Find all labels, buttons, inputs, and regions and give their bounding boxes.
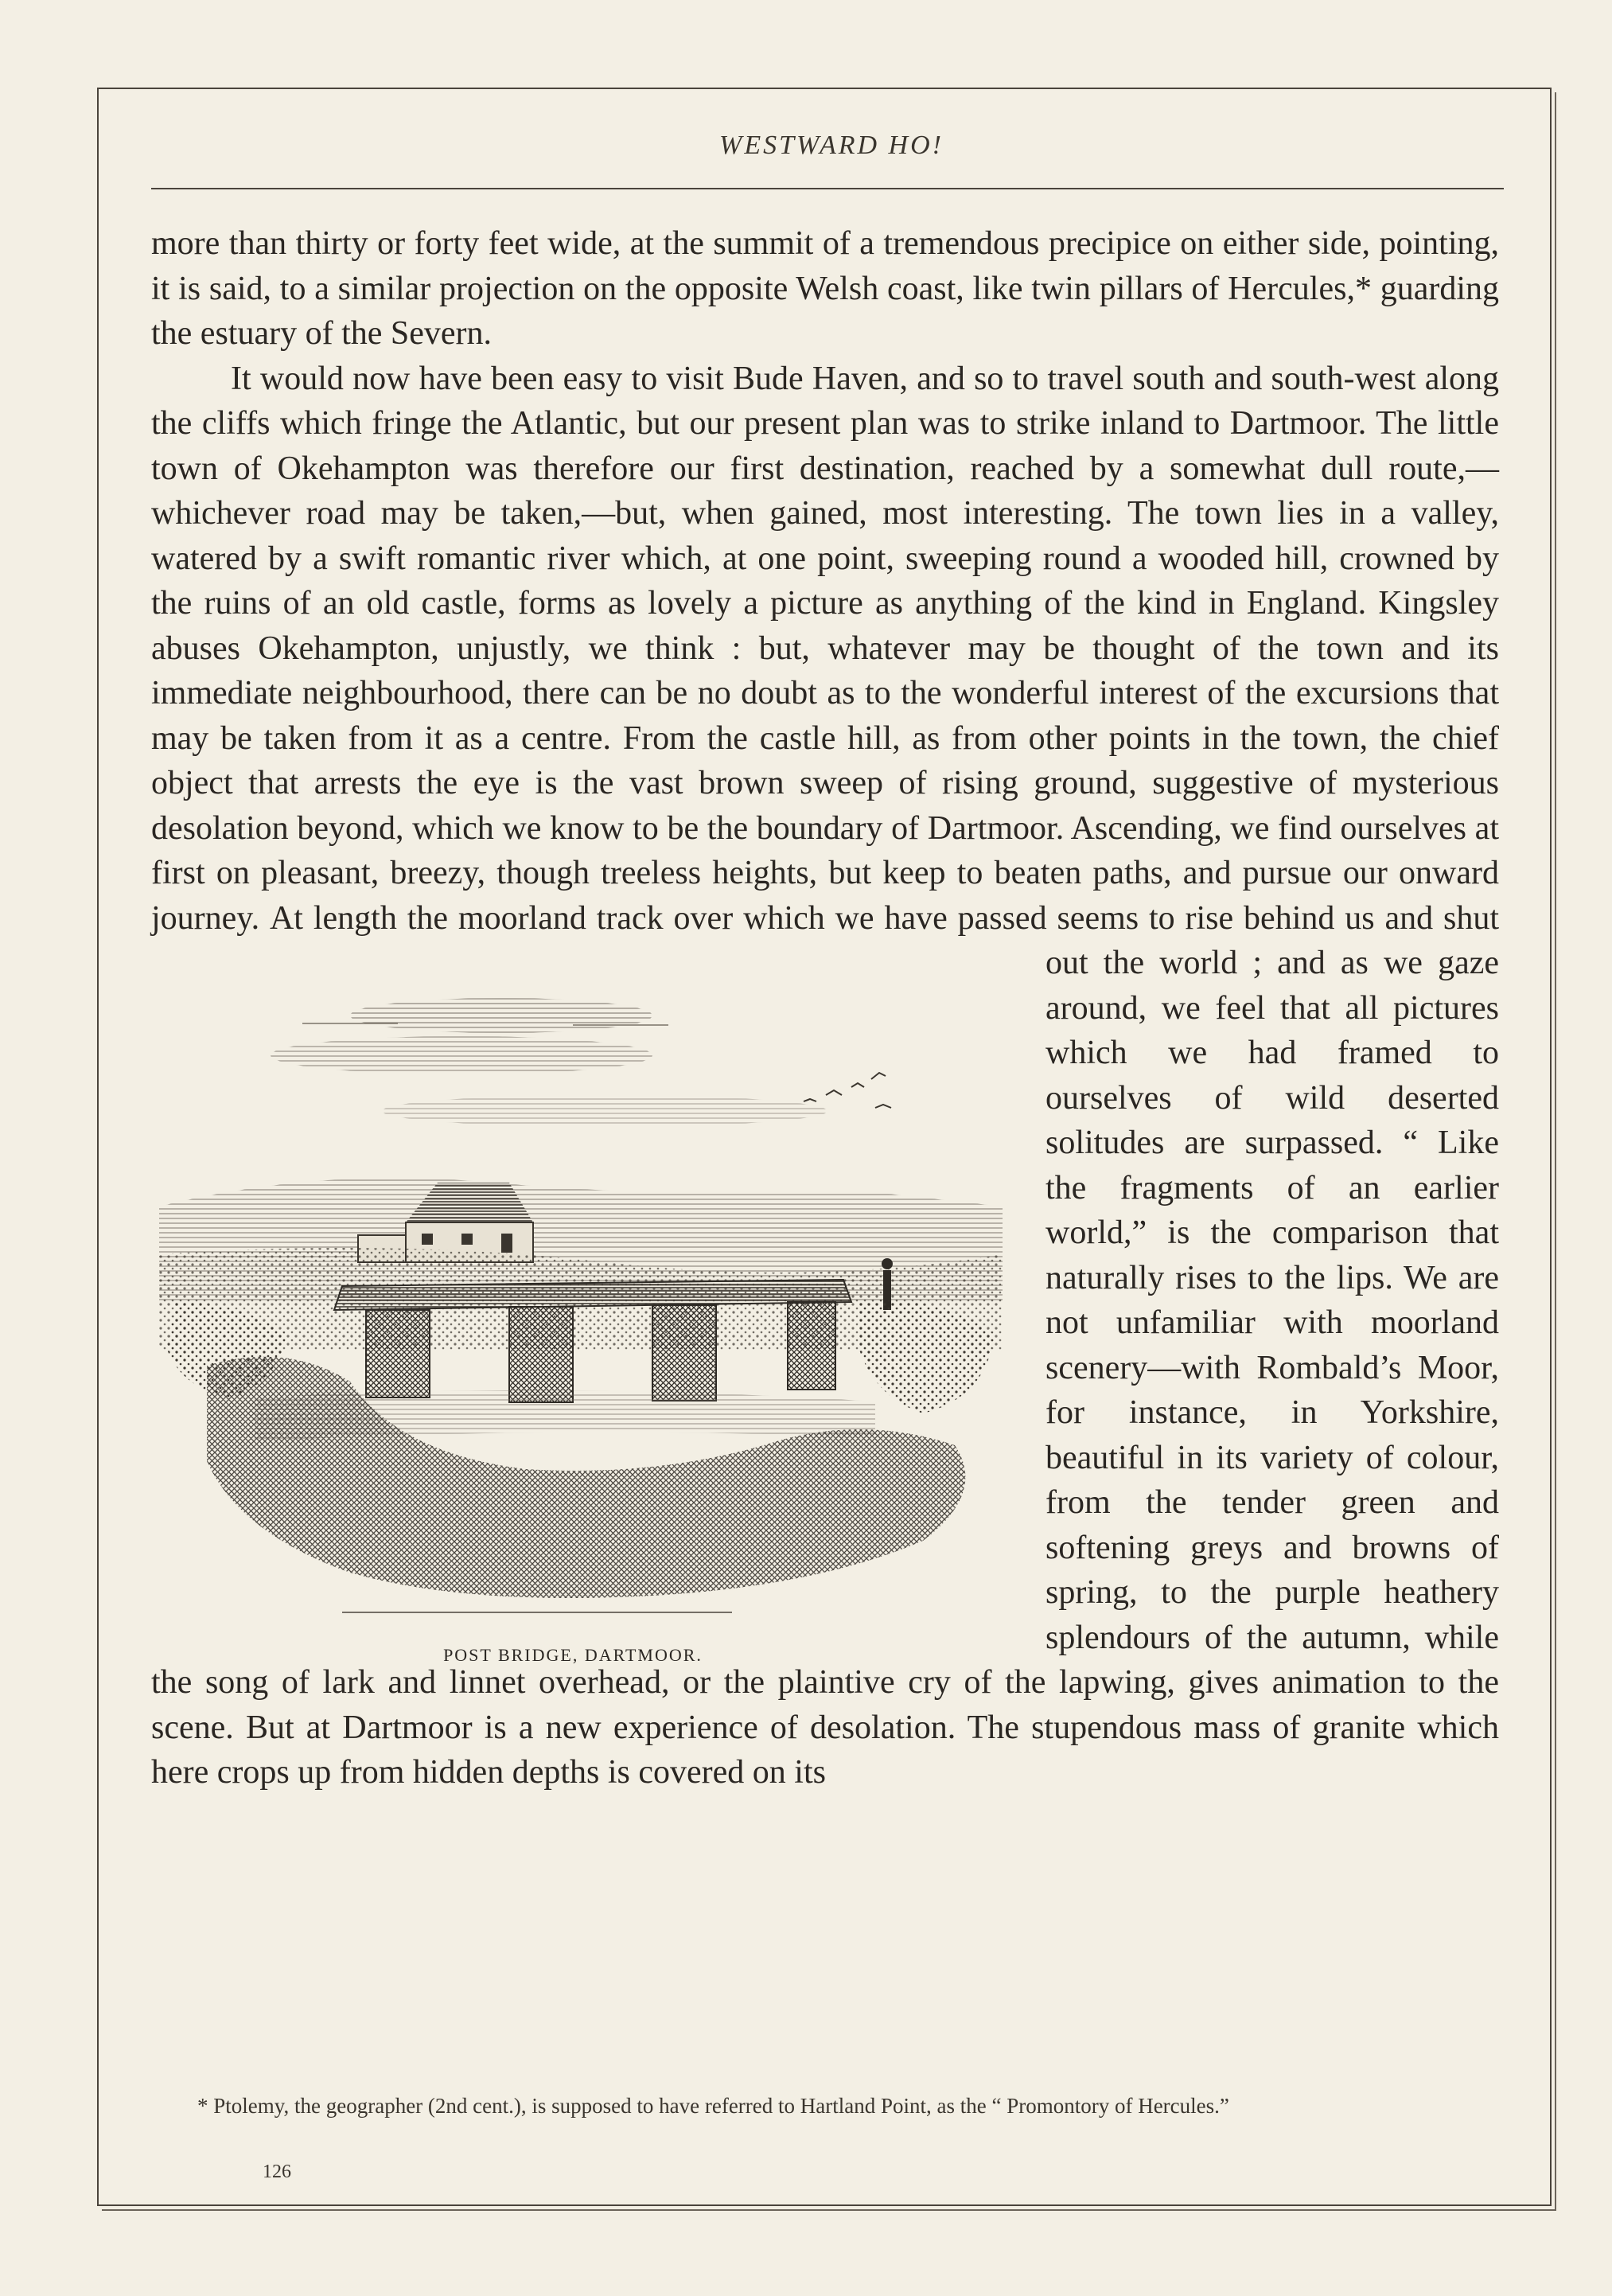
header-rule	[151, 188, 1504, 189]
figure-caption: POST BRIDGE, DARTMOOR.	[443, 1644, 703, 1665]
post-bridge-engraving	[159, 968, 1003, 1620]
page-number: 126	[263, 2162, 291, 2182]
sky-clouds	[271, 998, 827, 1127]
paragraph-1: more than thirty or forty feet wide, at the summit of a tremendous precipice on either side, pointing, it is said, to a similar projection on the opposite Welsh coast, like twin pillars of Hercules,* guarding the estuary of the Severn.	[151, 225, 1499, 352]
figure-post-bridge	[151, 896, 1010, 1665]
body-text	[151, 221, 1499, 1795]
paragraph-2	[151, 357, 1499, 1795]
paragraph-2-text: It would now have been easy to visit Bude Haven, and so to travel south and south-west along the cliffs which fringe the Atlantic, but our present plan was to strike inland to Dartmoor. The little town of Okehampton was therefore our first destination, reached by a somewhat dull route,—whichever road may be taken,—but, when gained, most interesting. The town lies in a valley, watered by a swift romantic river which, at one point, sweeping round a wooded hill, crowned by the ruins of an old castle, forms as lovely a picture as anything of the kind in England. Kingsley abuses Okehampton, unjustly, we think : but, whatever may be thought of the town and its immediate neighbourhood, there can be no doubt as to the wonderful interest of the excursions that may be taken from it as a centre. From the castle hill, as from other points in the town, the chief object that arrests the eye is the vast brown sweep of rising ground, suggestive of mysterious desolation beyond, which we know to be the boundary of Dartmoor. Ascending, we find ourselves at first on pleasant, breezy, though treeless heights, but keep to beaten paths, and pursue our onward journey.	[151, 360, 1499, 937]
paragraph-2-continuation: At length the moorland track over which we have passed seems to rise behind us and shut out the world ; and as we gaze around, we feel that all pictures which we had framed to ourselves of wild deserted solitudes are surpassed. “ Like the fragments of an earlier world,” is the comparison that naturally rises to the lips. We are not unfamiliar with moorland scenery—with Rombald’s Moor, for instance, in Yorkshire, beautiful in its variety of colour, from the tender green and softening greys and browns of spring, to the purple heathery splendours of the autumn, while the song of lark and linnet overhead, or the plaintive cry of the lapwing, gives animation to the scene. But at Dartmoor is a new experience of desolation. The stupendous mass of granite which here crops up from hidden depths is covered on its	[151, 899, 1499, 1791]
birds	[804, 1073, 891, 1108]
running-head: WESTWARD HO!	[719, 131, 944, 160]
footnote-text: * Ptolemy, the geographer (2nd cent.), is supposed to have referred to Hartland Point, as the “ Promontory of Hercules.”	[197, 2094, 1229, 2118]
footnote	[151, 2090, 1499, 2122]
